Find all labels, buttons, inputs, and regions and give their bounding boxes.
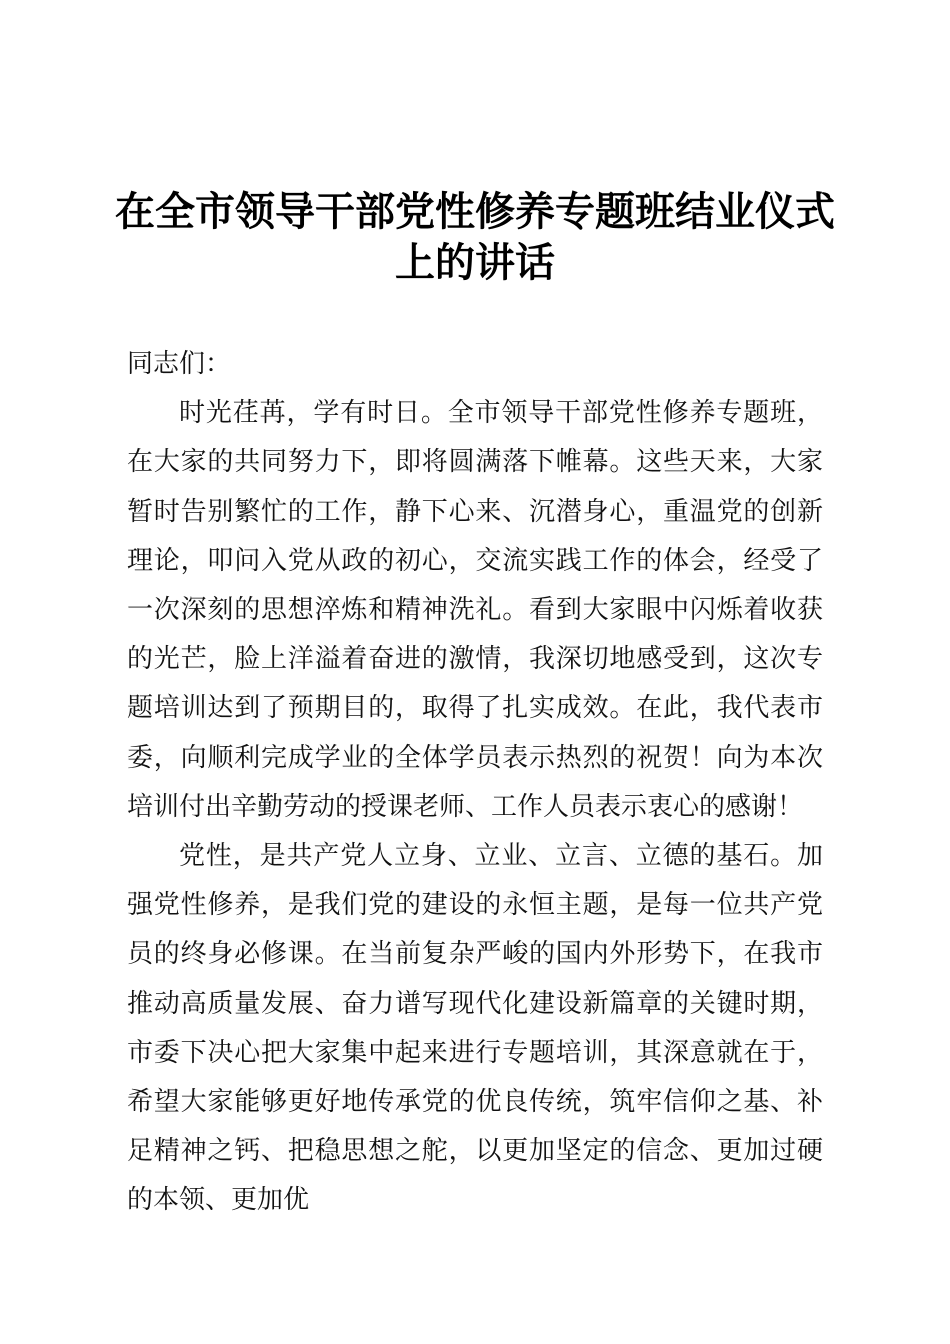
paragraph-1: 时光荏苒，学有时日。全市领导干部党性修养专题班，在大家的共同努力下，即将圆满落下帷幕。这些天来，大家暂时告别繁忙的工作，静下心来、沉潜身心，重温党的创新理论，叩问入党从政的初心，交流实践工作的体会，经受了一次深刻的思想淬炼和精神洗礼。看到大家眼中闪烁着收获的光芒，脸上洋溢着奋进的激情，我深切地感受到，这次专题培训达到了预期目的，取得了扎实成效。在此，我代表市委，向顺利完成学业的全体学员表示热烈的祝贺！向为本次培训付出辛勤劳动的授课老师、工作人员表示衷心的感谢！ bbox=[127, 398, 823, 822]
paragraph-2: 党性，是共产党人立身、立业、立言、立德的基石。加强党性修养，是我们党的建设的永恒主题，是每一位共产党员的终身必修课。在当前复杂严峻的国内外形势下，在我市推动高质量发展、奋力谱写现代化建设新篇章的关键时期，市委下决心把大家集中起来进行专题培训，其深意就在于，希望大家能够更好地传承党的优良传统，筑牢信仰之基、补足精神之钙、把稳思想之舵，以更加坚定的信念、更加过硬的本领、更加优 bbox=[127, 841, 823, 1216]
document-title: 在全市领导干部党性修养专题班结业仪式上的讲话 bbox=[115, 188, 835, 286]
document-body bbox=[127, 340, 823, 1226]
salutation: 同志们： bbox=[127, 349, 232, 379]
